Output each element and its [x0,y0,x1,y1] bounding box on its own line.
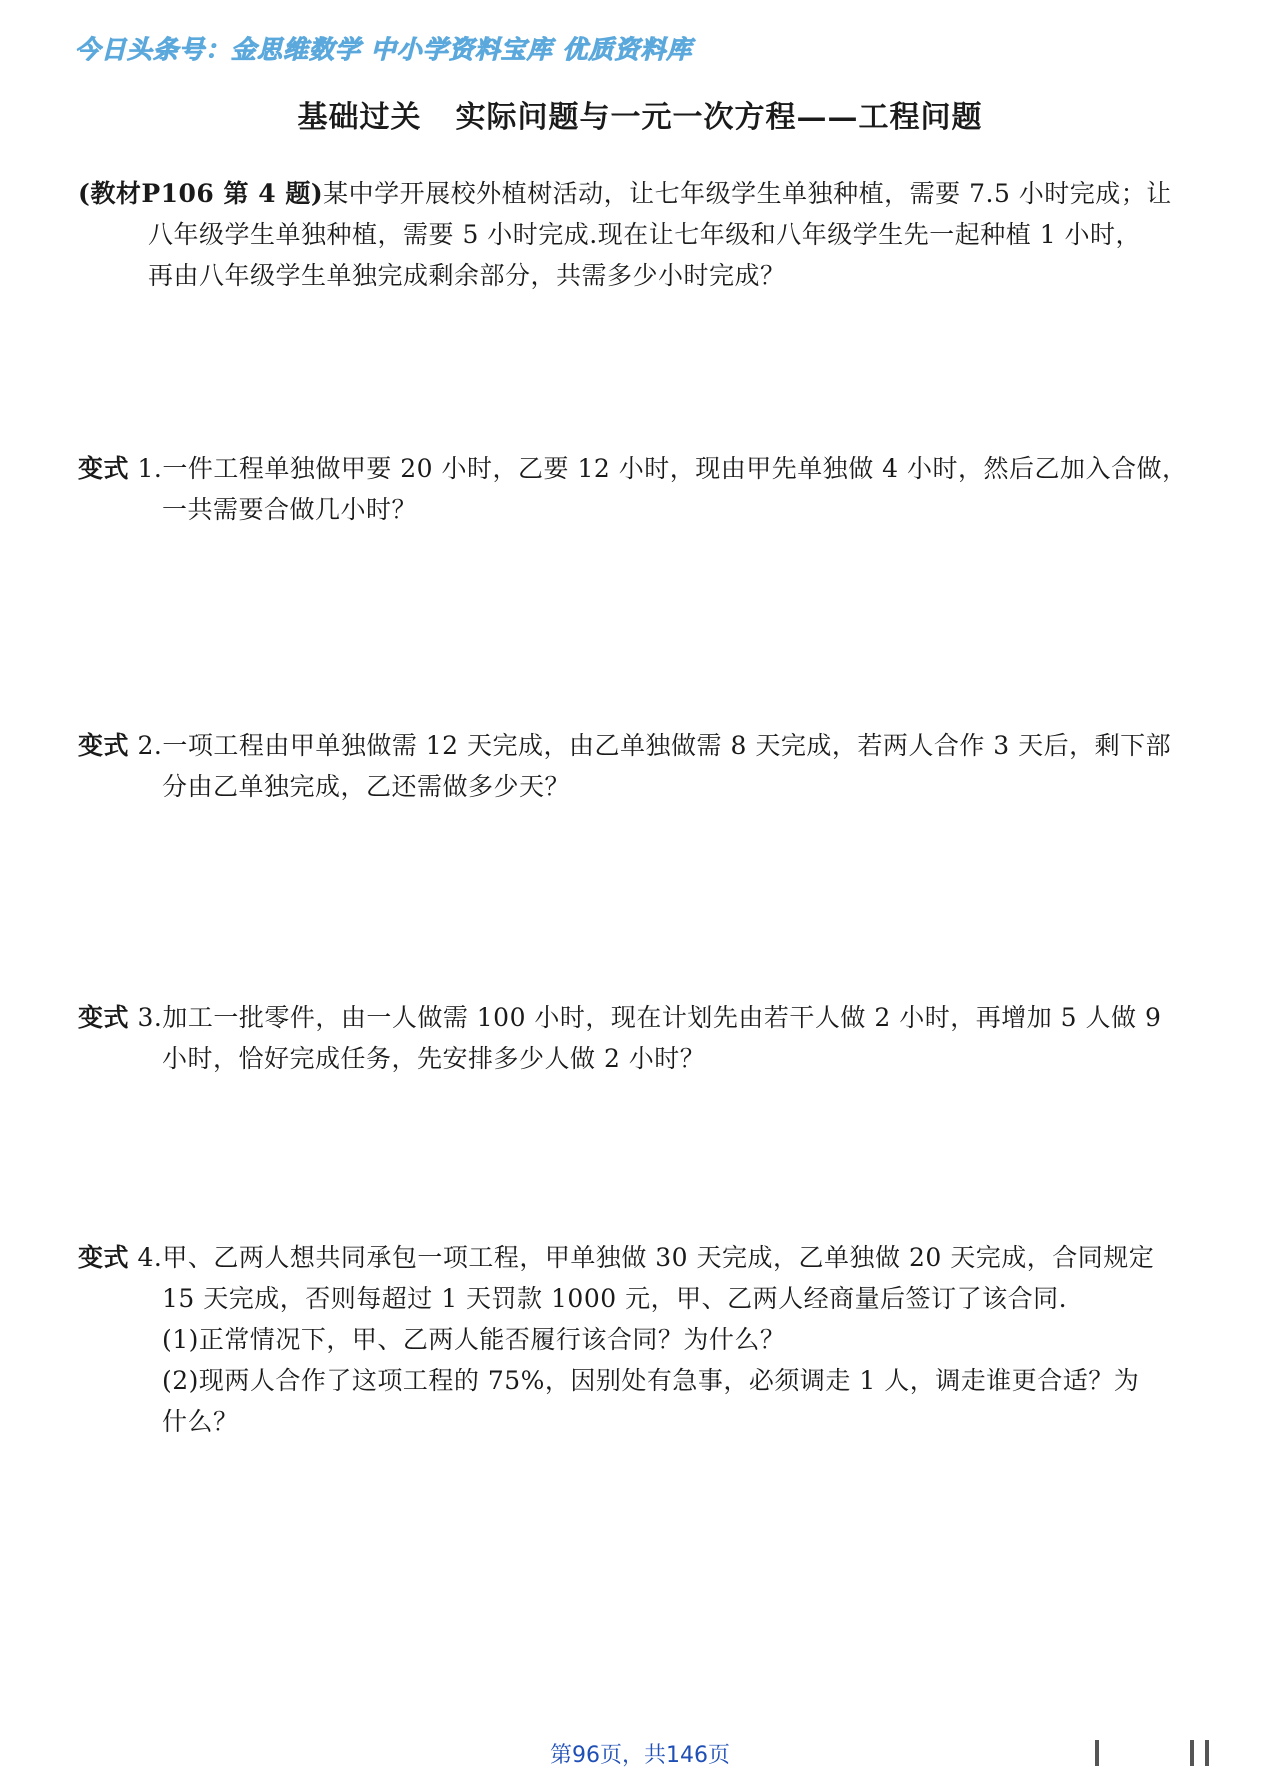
variant-1-line-1: 变式 1.一件工程单独做甲要 20 小时，乙要 12 小时，现由甲先单独做 4 小时，然后乙加入合做， [78,454,1188,483]
main-problem-line-3: 再由八年级学生单独完成剩余部分，共需多少小时完成？ [148,261,786,290]
page-title [0,92,1280,136]
variant-3-line-2: 小时，恰好完成任务，先安排多少人做 2 小时？ [162,1044,706,1073]
watermark-text: 今日头条号：金思维数学 中小学资料宝库 优质资料库 [75,35,693,64]
variant-1 [78,448,1208,530]
variant-4-line-1: 变式 4.甲、乙两人想共同承包一项工程，甲单独做 30 天完成，乙单独做 20 天完成，合同规定 [78,1243,1155,1272]
variant-4-subquestion-1: (1)正常情况下，甲、乙两人能否履行该合同？为什么？ [162,1325,786,1354]
variant-4-line-5: 什么？ [162,1407,239,1436]
variant-2-line-2: 分由乙单独完成，乙还需做多少天？ [162,772,571,801]
title-topic: 实际问题与一元一次方程——工程问题 [455,100,983,135]
variant-4-tag: 变式 [78,1243,130,1272]
variant-3-tag: 变式 [78,1003,130,1032]
variant-4 [78,1237,1208,1442]
variant-3 [78,997,1208,1079]
page-number: 第96页，共146页 [550,1743,730,1768]
variant-1-line-2: 一共需要合做几小时？ [162,495,418,524]
scan-marks [1050,1740,1240,1770]
title-section: 基础过关 [297,100,422,135]
variant-1-tag: 变式 [78,454,130,483]
variant-2 [78,725,1208,807]
variant-4-line-2: 15 天完成，否则每超过 1 天罚款 1000 元，甲、乙两人经商量后签订了该合同. [162,1284,1068,1313]
main-problem-tag: (教材P106 第 4 题) [78,179,324,208]
main-problem-line-2: 八年级学生单独种植，需要 5 小时完成.现在让七年级和八年级学生先一起种植 1 小时， [148,220,1142,249]
variant-3-line-1: 变式 3.加工一批零件，由一人做需 100 小时，现在计划先由若干人做 2 小时，再增加 5 人做 9 [78,1003,1162,1032]
variant-2-tag: 变式 [78,731,130,760]
main-problem [78,173,1208,296]
variant-2-line-1: 变式 2.一项工程由甲单独做需 12 天完成，由乙单独做需 8 天完成，若两人合作 3 天后，剩下部 [78,731,1172,760]
main-problem-line-1: (教材P106 第 4 题)某中学开展校外植树活动，让七年级学生单独种植，需要 7.5 小时完成；让 [78,179,1172,208]
variant-4-subquestion-2: (2)现两人合作了这项工程的 75%，因别处有急事，必须调走 1 人，调走谁更合适？为 [162,1366,1140,1395]
